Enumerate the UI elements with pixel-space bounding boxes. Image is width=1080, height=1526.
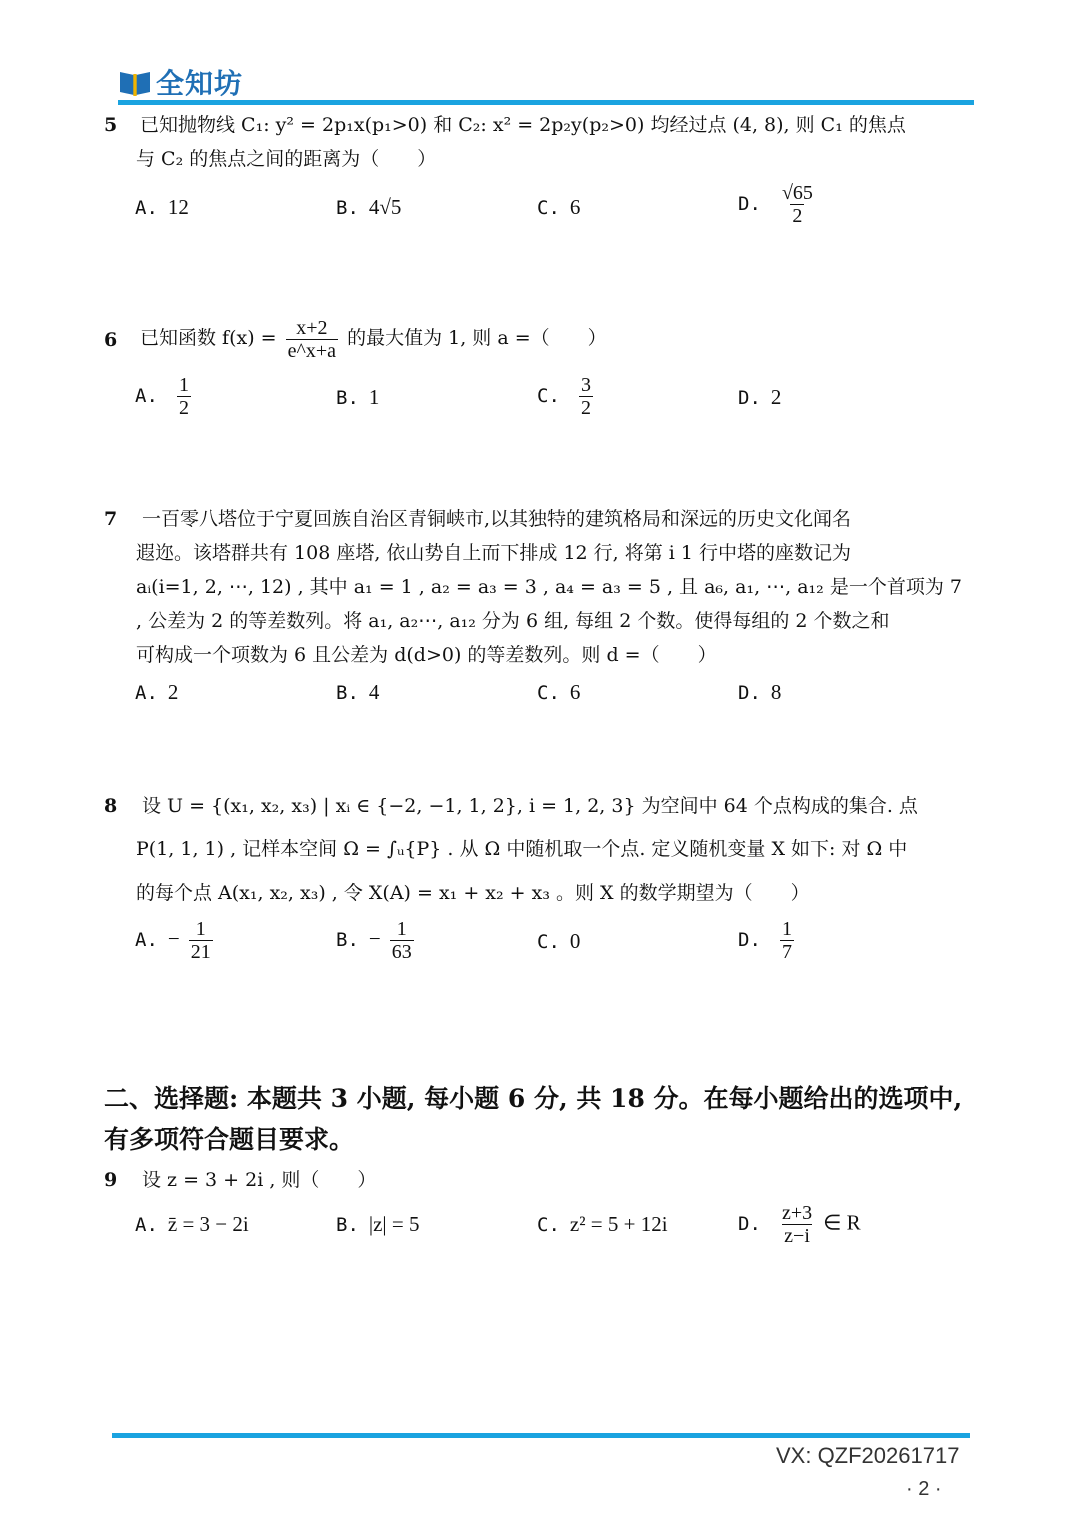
fraction: $\frac{3}{2}$ (580, 374, 591, 419)
question-9-number: 9 (104, 1169, 118, 1191)
question-7-line3: aᵢ(i=1, 2, ⋯, 12) , 其中 a₁ = 1 , a₂ = a₃ = 3 , a₄ = a₃ = 5 , 且 a₆, a₁, ⋯, a₁₂ 是一个首项为 7 (136, 576, 962, 598)
q5-option-d[interactable]: D. $\frac{√65}{2}$ (738, 182, 813, 227)
question-8-line2: P(1, 1, 1) , 记样本空间 Ω = ∫ᵤ{P} . 从 Ω 中随机取一个点. 定义随机变量 X 如下: 对 Ω 中 (136, 838, 908, 860)
q9-option-a[interactable]: A. z̄ = 3 − 2i (135, 1212, 249, 1236)
q5-option-b[interactable]: B. 4√5 (336, 195, 402, 219)
q9-option-c[interactable]: C. z² = 5 + 12i (537, 1212, 668, 1236)
question-9-stem: 设 z = 3 + 2i , 则（ ） (142, 1169, 377, 1191)
open-book-icon (118, 67, 152, 97)
fraction: $\frac{x+2}{e\^{}x+a}$ (287, 316, 337, 362)
section-2-heading-line1: 二、选择题: 本题共 3 小题, 每小题 6 分, 共 18 分。在每小题给出的选项中, (104, 1084, 963, 1113)
logo-text: 全知坊 (156, 67, 244, 100)
q7-option-a[interactable]: A. 2 (135, 680, 179, 704)
q8-option-c[interactable]: C. 0 (537, 929, 581, 953)
q9-option-b[interactable]: B. |z| = 5 (336, 1212, 420, 1236)
fraction: $\frac{1}{21}$ (190, 918, 211, 963)
header-rule (118, 100, 974, 105)
q8-option-b[interactable]: B. − $\frac{1}{63}$ (336, 918, 412, 963)
q7-option-b[interactable]: B. 4 (336, 680, 380, 704)
question-8-number: 8 (104, 795, 118, 817)
question-5-number: 5 (104, 114, 118, 136)
q7-option-c[interactable]: C. 6 (537, 680, 581, 704)
footer-rule (112, 1433, 970, 1438)
q5-option-a[interactable]: A. 12 (135, 195, 189, 219)
q6-option-d[interactable]: D. 2 (738, 385, 782, 409)
q8-option-a[interactable]: A. − $\frac{1}{21}$ (135, 918, 211, 963)
fraction: $\frac{z+3}{z-i}$ (781, 1202, 813, 1247)
question-7-line2: 遐迩。该塔群共有 108 座塔, 依山势自上而下排成 12 行, 将第 i 1 行中塔的座数记为 (136, 542, 852, 564)
question-8-line1: 设 U = {(x₁, x₂, x₃) | xᵢ ∈ {−2, −1, 1, 2}, i = 1, 2, 3} 为空间中 64 个点构成的集合. 点 (142, 795, 918, 817)
question-6-number: 6 (104, 329, 118, 351)
question-5-stem-line1: 已知抛物线 C₁: y² = 2p₁x(p₁>0) 和 C₂: x² = 2p₂y(p₂>0) 均经过点 (4, 8), 则 C₁ 的焦点 (140, 114, 906, 136)
q6-option-a[interactable]: A. $\frac{1}{2}$ (135, 374, 189, 419)
fraction: $\frac{√65}{2}$ (781, 182, 813, 227)
footer-contact: VX: QZF20261717 (776, 1443, 960, 1468)
q6-option-b[interactable]: B. 1 (336, 385, 380, 409)
q8-option-d[interactable]: D. $\frac{1}{7}$ (738, 918, 792, 963)
section-2-heading-line2: 有多项符合题目要求。 (104, 1125, 355, 1154)
fraction: $\frac{1}{2}$ (178, 374, 189, 419)
q6-option-c[interactable]: C. $\frac{3}{2}$ (537, 374, 591, 419)
q7-option-d[interactable]: D. 8 (738, 680, 782, 704)
question-7-line5: 可构成一个项数为 6 且公差为 d(d>0) 的等差数列。则 d =（ ） (136, 644, 717, 666)
question-5-stem-line2: 与 C₂ 的焦点之间的距离为（ ） (136, 148, 437, 170)
question-7-number: 7 (104, 508, 118, 530)
fraction: $\frac{1}{63}$ (391, 918, 412, 963)
q5-option-c[interactable]: C. 6 (537, 195, 581, 219)
fraction: $\frac{1}{7}$ (781, 918, 792, 963)
q9-option-d[interactable]: D. $\frac{z+3}{z-i}$ ∈ R (738, 1202, 861, 1247)
question-8-line3: 的每个点 A(x₁, x₂, x₃) , 令 X(A) = x₁ + x₂ + x₃ 。则 X 的数学期望为（ ） (136, 882, 810, 904)
logo (118, 62, 243, 102)
question-7-line4: , 公差为 2 的等差数列。将 a₁, a₂⋯, a₁₂ 分为 6 组, 每组 2 个数。使得每组的 2 个数之和 (136, 610, 890, 632)
question-6-stem: 已知函数 f(x) = $\frac{x+2}{e\^{}x+a}$ 的最大值为 1, 则 a =（ ） (140, 316, 607, 362)
question-7-line1: 一百零八塔位于宁夏回族自治区青铜峡市,以其独特的建筑格局和深远的历史文化闻名 (142, 508, 852, 530)
page-number: · 2 · (906, 1478, 942, 1500)
